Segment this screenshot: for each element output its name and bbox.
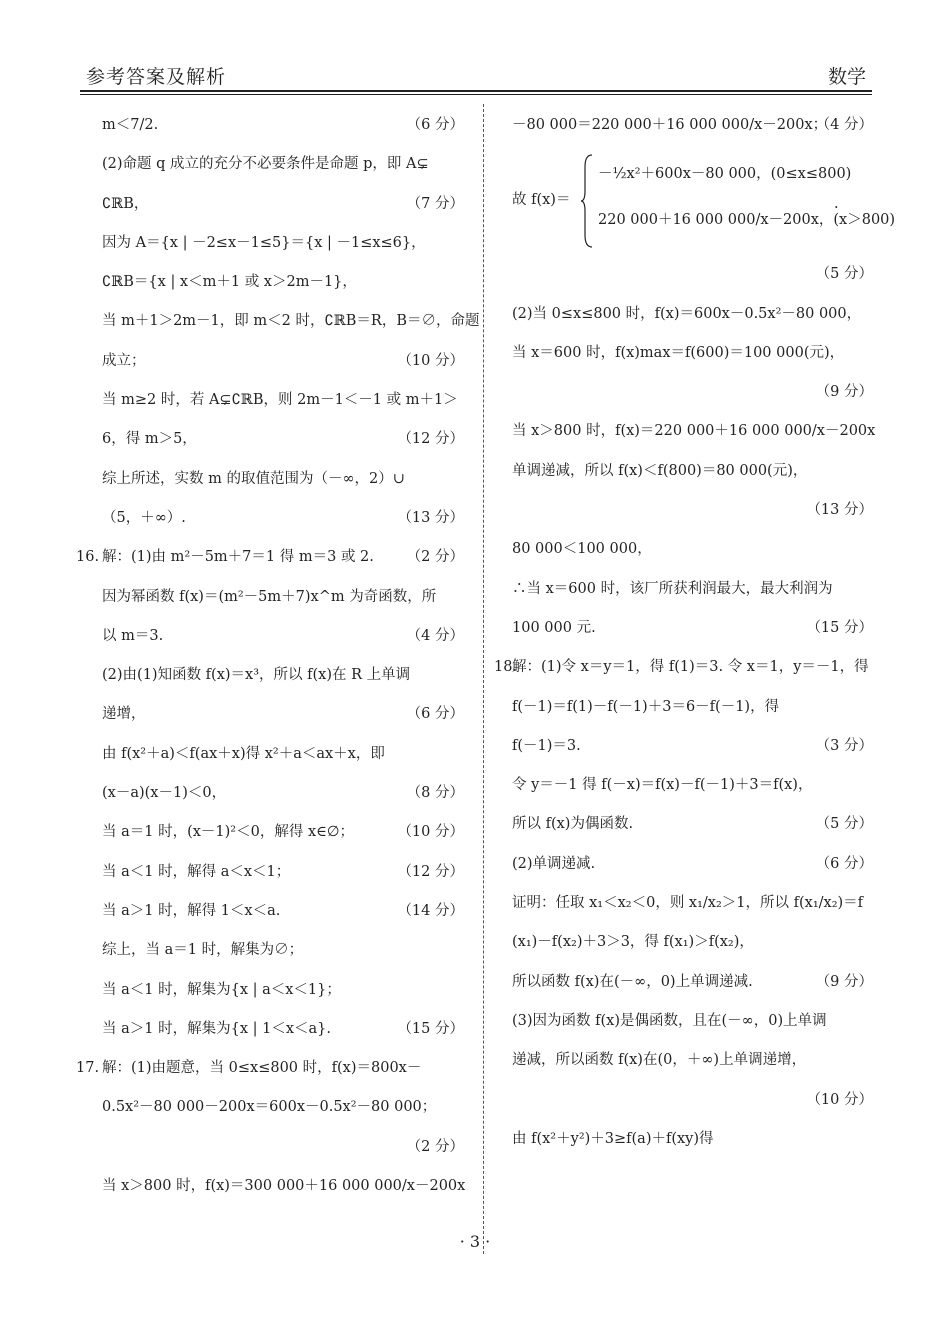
answer-line: [80, 420, 464, 459]
line-text: －80 000＝220 000＋16 000 000/x－200x；: [512, 117, 828, 133]
answer-line: [498, 884, 873, 923]
line-text: (2)单调递减.: [512, 855, 596, 872]
line-text: 当 a＝1 时，(x－1)²＜0，解得 x∈∅；: [102, 824, 354, 841]
line-text: 由 f(x²＋a)＜f(ax＋x)得 x²＋a＜ax＋x，即: [102, 745, 385, 762]
answer-line: [498, 1120, 873, 1159]
line-text: ∁ℝB＝{x | x＜m＋1 或 x＞2m－1}，: [102, 274, 357, 291]
answer-line: [498, 412, 876, 451]
header-rule-thin: [80, 94, 872, 95]
left-column: [76, 106, 480, 1206]
line-text: 解：(1)令 x＝y＝1，得 f(1)＝3. 令 x＝1，y＝－1，得: [512, 659, 869, 676]
answer-line: [498, 688, 873, 727]
line-text: 因为 A＝{x | －2≤x－1≤5}＝{x | －1≤x≤6}，: [102, 234, 426, 251]
answer-line: [80, 774, 464, 813]
line-text: 综上，当 a＝1 时，解集为∅；: [102, 942, 304, 959]
score-label: （14 分）: [397, 902, 464, 919]
line-text: 0.5x²－80 000－200x＝600x－0.5x²－80 000；: [102, 1099, 437, 1116]
answer-line: [498, 570, 873, 609]
score-label: （6 分）: [406, 117, 464, 133]
answer-line: [80, 185, 464, 224]
score-label: （8 分）: [406, 785, 464, 802]
line-text: 当 x＞800 时，f(x)＝220 000＋16 000 000/x－200x: [512, 423, 876, 440]
score-label: （15 分）: [806, 619, 873, 636]
answer-line: [80, 1128, 464, 1167]
line-text: 当 a＜1 时，解集为{x | a＜x＜1}；: [102, 981, 341, 998]
question-number: 16.: [76, 549, 100, 566]
answer-line: [498, 255, 873, 294]
line-text: 递减，所以函数 f(x)在(0，＋∞)上单调递增，: [512, 1052, 807, 1069]
line-text: 因为幂函数 f(x)＝(m²－5m＋7)x^m 为奇函数，所: [102, 588, 437, 605]
column-divider: [483, 104, 484, 1254]
question-number: 17.: [76, 1060, 100, 1077]
line-text: 80 000＜100 000，: [512, 541, 652, 558]
line-text: 100 000 元.: [512, 619, 596, 636]
answer-line: [498, 334, 873, 373]
line-text: 当 m＋1＞2m－1，即 m＜2 时，∁ℝB＝R，B＝∅，命题: [102, 313, 480, 330]
score-label: （4 分）: [406, 627, 464, 644]
line-text: 所以函数 f(x)在(－∞，0)上单调递减.: [512, 973, 753, 990]
answer-line: [80, 813, 464, 852]
answer-line: [498, 145, 896, 255]
answer-line: [80, 695, 464, 734]
answer-line: [498, 295, 873, 334]
score-label: （10 分）: [806, 1091, 873, 1108]
line-text: 综上所述，实数 m 的取值范围为（－∞，2）∪: [102, 470, 405, 487]
answer-line: [80, 499, 464, 538]
score-label: （2 分）: [406, 1138, 464, 1155]
line-text: f(－1)＝3.: [512, 737, 581, 754]
line-text: 令 y＝－1 得 f(－x)＝f(x)－f(－1)＋3＝f(x)，: [512, 777, 813, 794]
line-text: 成立；: [102, 352, 146, 369]
answer-line: [498, 373, 873, 412]
answer-line: [80, 853, 464, 892]
score-label: （10 分）: [397, 352, 464, 369]
line-text: 由 f(x²＋y²)＋3≥f(a)＋f(xy)得: [512, 1130, 714, 1147]
answer-line: [498, 963, 873, 1002]
answer-line: [80, 106, 464, 145]
answer-line: [498, 1081, 873, 1120]
line-text: 当 a＞1 时，解得 1＜x＜a.: [102, 902, 281, 919]
score-label: （4 分）: [815, 117, 873, 133]
score-label: （12 分）: [397, 431, 464, 448]
line-text: 递增，: [102, 706, 146, 723]
answer-line: [80, 145, 464, 184]
answer-line: [80, 342, 464, 381]
answer-line: [80, 617, 464, 656]
score-label: （6 分）: [815, 855, 873, 872]
score-label: （13 分）: [397, 509, 464, 526]
line-text: m＜7/2.: [102, 117, 159, 133]
case-2: 220 000＋16 000 000/x－200x，(x＞800): [598, 212, 896, 229]
line-text: (3)因为函数 f(x)是偶函数，且在(－∞，0)上单调: [512, 1012, 827, 1029]
score-label: （5 分）: [815, 816, 873, 833]
header-title: 参考答案及解析: [86, 66, 227, 88]
line-text: （5，＋∞）.: [102, 509, 186, 526]
answer-line: [80, 263, 464, 302]
question-number: 18.: [494, 659, 518, 676]
answer-line: [494, 648, 873, 687]
score-label: （12 分）: [397, 863, 464, 880]
answer-line: [498, 923, 873, 962]
answer-line: [498, 1002, 873, 1041]
line-text: 当 x＝600 时，f(x)max＝f(600)＝100 000(元)，: [512, 344, 845, 361]
line-text: ∁ℝB，: [102, 195, 149, 212]
answer-line: [498, 491, 873, 530]
brace-icon: [580, 153, 594, 249]
right-column: [494, 106, 896, 1159]
answer-line: [80, 656, 464, 695]
score-label: （2 分）: [406, 549, 464, 566]
answer-line: [498, 609, 873, 648]
line-text: 6，得 m＞5，: [102, 431, 197, 448]
answer-line: [498, 727, 873, 766]
line-text: 当 a＞1 时，解集为{x | 1＜x＜a}.: [102, 1020, 331, 1037]
header-rule-thick: [80, 90, 872, 92]
answer-line: [80, 931, 464, 970]
answer-line: [498, 1041, 873, 1080]
answer-line: [80, 1167, 464, 1206]
score-label: （7 分）: [406, 195, 464, 212]
score-label: （3 分）: [815, 737, 873, 754]
score-label: （10 分）: [397, 824, 464, 841]
line-text: 单调递减，所以 f(x)＜f(800)＝80 000(元)，: [512, 462, 808, 479]
line-text: 以 m＝3.: [102, 627, 164, 644]
answer-line: [80, 578, 464, 617]
line-text: 证明：任取 x₁＜x₂＜0，则 x₁/x₂＞1，所以 f(x₁/x₂)＝f: [512, 895, 864, 912]
answer-line: [80, 1010, 464, 1049]
answer-line: [76, 1049, 464, 1088]
answer-line: [498, 805, 873, 844]
line-text: 解：(1)由 m²－5m＋7＝1 得 m＝3 或 2.: [102, 549, 374, 566]
score-label: （9 分）: [815, 384, 873, 401]
line-text: 当 m≥2 时，若 A⊊∁ℝB，则 2m－1＜－1 或 m＋1＞: [102, 392, 458, 409]
answer-line: [80, 735, 464, 774]
header-subject: 数学: [827, 66, 866, 88]
answer-line: [80, 302, 480, 341]
line-text: (x₁)－f(x₂)＋3＞3，得 f(x₁)＞f(x₂)，: [512, 934, 754, 951]
cases-prefix: 故 f(x)＝: [512, 192, 571, 209]
line-text: (x－a)(x－1)＜0，: [102, 785, 227, 802]
answer-line: [80, 892, 464, 931]
score-label: （6 分）: [406, 706, 464, 723]
score-label: （9 分）: [815, 973, 873, 990]
line-text: 当 x＞800 时，f(x)＝300 000＋16 000 000/x－200x: [102, 1178, 466, 1195]
answer-line: [498, 452, 873, 491]
answer-line: [498, 766, 873, 805]
answer-line: [80, 224, 464, 263]
page-number: · 3 ·: [459, 1232, 491, 1251]
answer-line: [498, 845, 873, 884]
answer-line: [80, 381, 464, 420]
cases-end: .: [834, 196, 839, 213]
line-text: 所以 f(x)为偶函数.: [512, 816, 634, 833]
answer-line: [80, 971, 464, 1010]
page-header: [80, 58, 872, 92]
answer-line: [80, 460, 464, 499]
score-label: （15 分）: [397, 1020, 464, 1037]
line-text: 当 a＜1 时，解得 a＜x＜1；: [102, 863, 291, 880]
line-text: f(－1)＝f(1)－f(－1)＋3＝6－f(－1)，得: [512, 698, 780, 715]
answer-line: [498, 106, 873, 145]
line-text: 解：(1)由题意，当 0≤x≤800 时，f(x)＝800x－: [102, 1060, 422, 1077]
line-text: (2)命题 q 成立的充分不必要条件是命题 p，即 A⊊: [102, 156, 429, 173]
case-1: －½x²＋600x－80 000，(0≤x≤800): [598, 166, 852, 183]
line-text: (2)当 0≤x≤800 时，f(x)＝600x－0.5x²－80 000，: [512, 305, 862, 322]
line-text: (2)由(1)知函数 f(x)＝x³，所以 f(x)在 R 上单调: [102, 667, 411, 684]
answer-line: [76, 538, 464, 577]
answer-line: [498, 530, 873, 569]
line-text: ∴当 x＝600 时，该厂所获利润最大，最大利润为: [512, 580, 833, 597]
answer-line: [80, 1088, 464, 1127]
score-label: （5 分）: [815, 266, 873, 283]
score-label: （13 分）: [806, 502, 873, 519]
